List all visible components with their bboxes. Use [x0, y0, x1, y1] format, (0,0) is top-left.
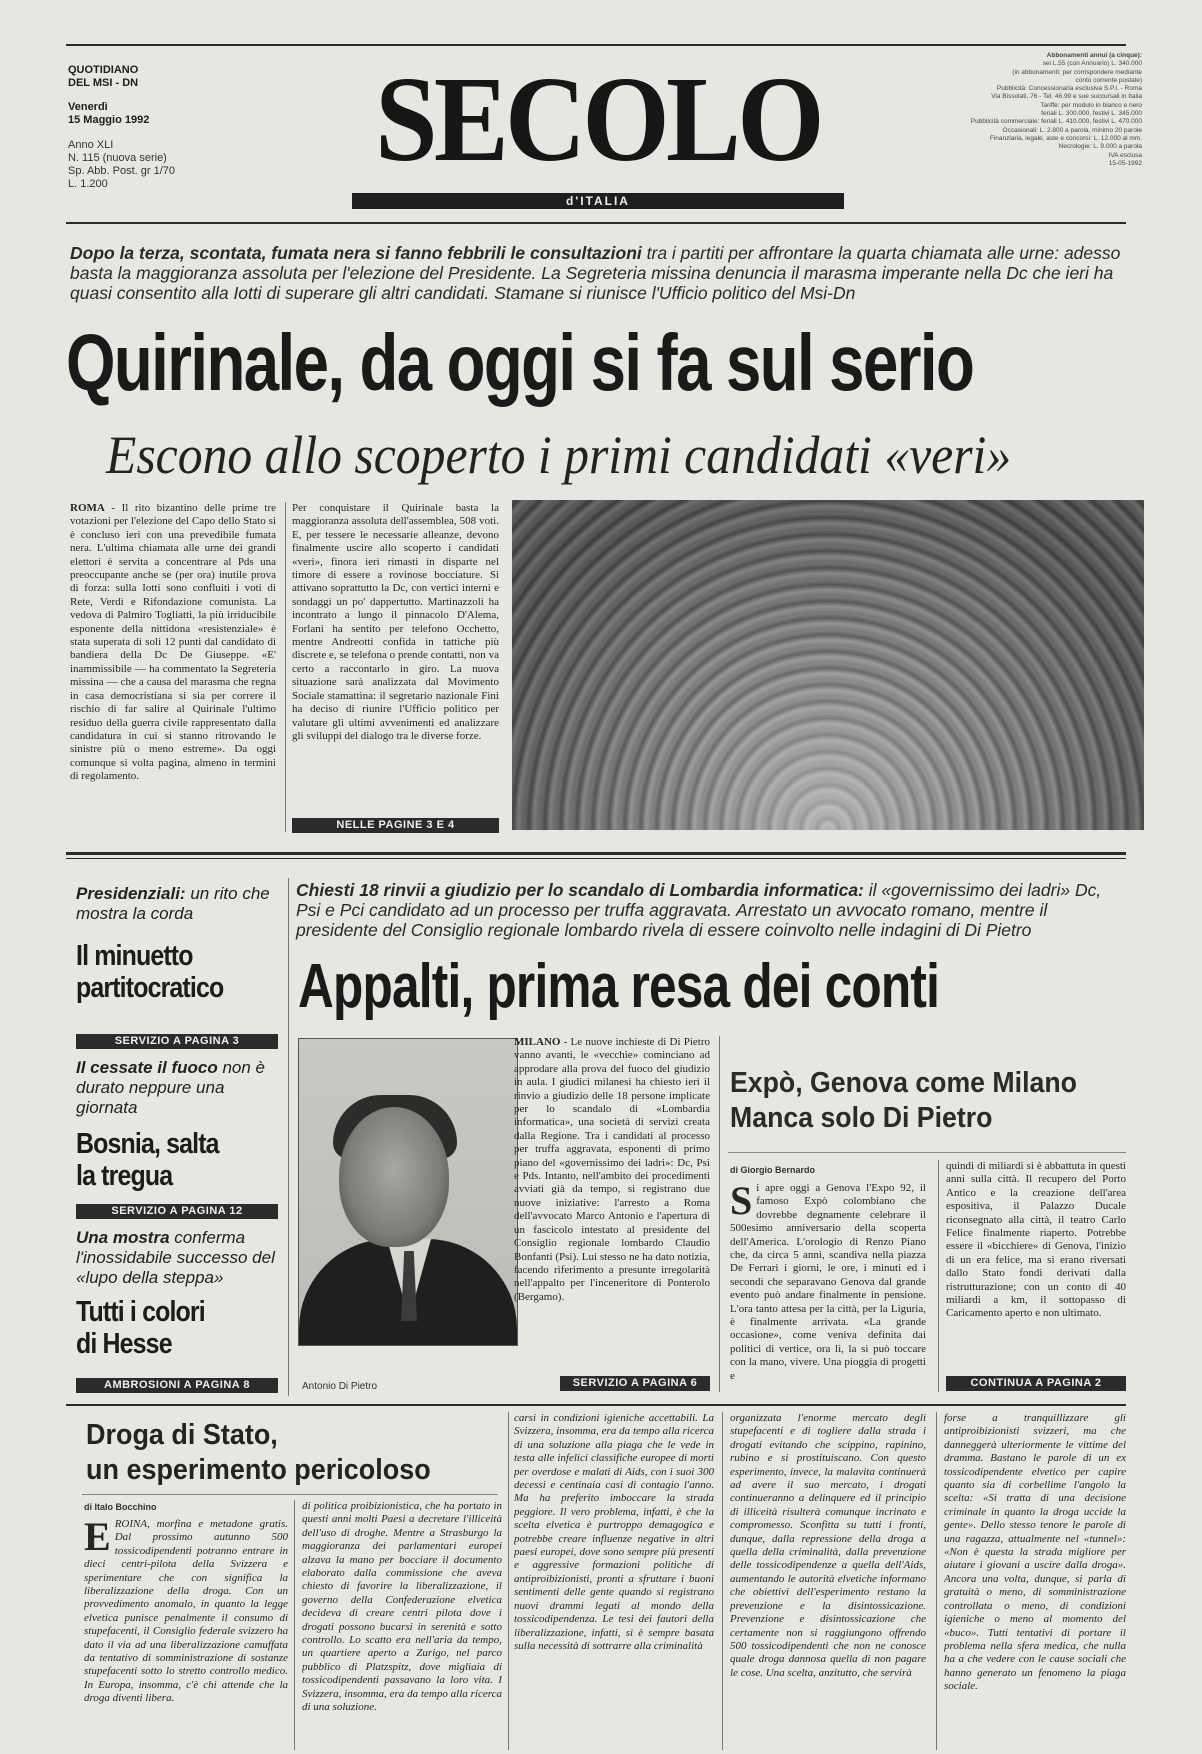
issue-info-line: N. 115 (nuova serie) — [68, 152, 167, 164]
lead-intro-text: tra i partiti per affrontare la quarta chiamata alle urne: adesso basta la maggioranza assoluta per l'elezione del Presidente. La Segreteria missina denuncia il marasma imperante nella Dc che ieri ha quasi consentito alla Iotti di superare gli altri candidati. Stamane si riunisce l'Ufficio politico del Msi-Dn — [70, 243, 1121, 303]
subscription-box — [922, 52, 1142, 168]
sidebar-kicker-bold: Una mostra — [76, 1228, 170, 1247]
lead-column-1 — [70, 502, 276, 830]
lead-intro-bold: Dopo la terza, scontata, fumata nera si fanno febbrili le consultazioni — [70, 243, 642, 263]
droga-column-2-text: di politica proibizionistica, che ha portato in questi anni molti Paesi a decretare l'illiceità dell'uso di droghe. Mentre a Strasburgo la maggioranza dei parlamentari europei alzava la mano per bocciare il documento elaborato dalla commissione che aveva chiesto di favorire la liberalizzazione, il governo della Confederazione elvetica decideva di creare centri pilota dove i drogati possono bucarsi in serenità e sotto controllo. Lo scatto era nell'aria da tempo, un quartiere aperto a Zurigo, nel parco pubblico di Platzspitz, dove migliaia di tossicodipendenti passavano la loro vita. I Svizzera, insomma, era da tempo alla ricerca di una soluzione. — [302, 1500, 502, 1714]
subscription-line: Pubblicità commerciale: feriali L. 410.000, festivi L. 470.000 — [970, 118, 1142, 126]
sidebar-item-bosnia — [76, 1058, 276, 1192]
sidebar-page-ref[interactable]: SERVIZIO A PAGINA 3 — [76, 1034, 278, 1049]
expo-column-1-text: i apre oggi a Genova l'Expo 92, il famoso Expò colombiano che dovrebbe degnamente celebrare il 500esimo anniversario della scoperta dell'America. L'orologio di Renzo Piano che, da circa 5 anni, scandiva nella piazza De Ferrari i giorni, le ore, i minuti ed i secondi che separavano Genova dal grande evento può andare finalmente in pensione. L'ora tanto attesa per la città, per la Liguria, è finalmente arrivata. «La grande occasione», come veniva definita dai politici di vertice, ora lì, la si può toccare con la mano, vivere. Una pioggia di progetti e — [730, 1182, 926, 1382]
appalti-intro-bold: Chiesti 18 rinvii a giudizio per lo scandalo di Lombardia informatica: — [296, 880, 864, 900]
appalti-dateline: MILANO — [514, 1036, 561, 1048]
issue-day: 15 Maggio 1992 — [68, 114, 150, 126]
di-pietro-photo — [298, 1038, 518, 1346]
masthead-rule — [66, 222, 1126, 224]
appalti-intro-text: il «governissimo dei ladri» Dc, Psi e Pci candidato ad un processo per truffa aggravata. Arrestato un avvocato romano, mentre il presidente del Consiglio regionale lombardo rivela di essere coinvolto nelle indagini di Di Pietro — [296, 880, 1102, 940]
issue-info-line: L. 1.200 — [68, 178, 108, 190]
droga-column-5-text: forse a tranquillizzare gli antiproibizionisti svizzeri, ma che danneggerà ulteriormente le vittime del dramma. Bastano le parole di un ex tossicodipendente elvetico per capire quanto sia di corbellime l'angolo la scelta: «Si tratta di una decisione criminale in quanto la droga uccide la gente». Dello stesso tenore le parole di una ragazza, attualmente nel «tunnel»: «Non è questa la strada migliore per aiutare i giovani a uscire dalla droga». Ancora una volta, dunque, si parla di gratuità o meno, di somministrazione controllata o meno, di condizioni igieniche o meno al momento del «buco». Tutti tentativi di portare il problema nella sfera medica, che nulla ha a che vedere con le cause sociali che hanno generato un fenomeno la piaga sociale. — [944, 1412, 1126, 1693]
droga-column-5 — [944, 1412, 1126, 1748]
parliament-photo — [512, 500, 1144, 830]
masthead-subtitle: d'ITALIA — [352, 193, 844, 209]
section-rule — [66, 1404, 1126, 1406]
expo-page-ref[interactable]: CONTINUA A PAGINA 2 — [946, 1376, 1126, 1391]
column-divider — [936, 1412, 937, 1750]
lead-column-2-text: Per conquistare il Quirinale basta la maggioranza assoluta dell'assemblea, 508 voti. E, per tessere le necessarie alleanze, devono finalmente uscire allo scoperto i candidati «veri», finora ieri rimasti in disparte nel timore di essere a rovinose bocciature. Si attivano soprattutto la Dc, con vertici interni e sondaggi un po' dappertutto. Martinazzoli ha incontrato a lungo il pinnacolo D'Alema, Forlani ha sentito per telefono Occhetto, mentre Andreotti confida in tattiche più discrete e, se telefona o prende contatti, non va certo a raccontarlo in giro. La nuova situazione sarà analizzata dal Movimento Sociale stamattina: il segretario nazionale Fini ha deciso di riunire l'Ufficio politico per valutare gli ultimi avvenimenti ed analizzare gli sviluppi del dialogo tra le diverse forze. — [292, 502, 499, 742]
lead-page-ref[interactable]: NELLE PAGINE 3 E 4 — [292, 818, 499, 833]
subscription-line: Finanziaria, legale, aste e concorsi: L. 12.000 al mm. — [989, 134, 1142, 142]
sidebar-page-ref[interactable]: SERVIZIO A PAGINA 12 — [76, 1204, 278, 1219]
issue-info-line: Sp. Abb. Post. gr 1/70 — [68, 165, 176, 177]
droga-column-1-text: ROINA, morfina e metadone gratis. Dal prossimo autunno 500 tossicodipendenti potranno entrare in dieci centri-pilota della Svizzera e sperimentare che con significa la liberalizzazione della droga. Con un provvedimento anomalo, in quanto la legge elvetica punisce penalmente il consumo di stupefacenti, il Consiglio federale svizzero ha dato il via ad una liberalizzazione camuffata da tentativo di somministrazione di sostanze stupefacenti sotto lo stretto controllo medico. In Europa, insomma, c'è chi attende che la droga diventi libera. — [84, 1518, 288, 1705]
subscription-line: Occasionali: L. 2.800 a parola, minimo 20 parole — [1002, 126, 1142, 134]
droga-headline-line: Droga di Stato, — [86, 1419, 278, 1451]
droga-rule — [82, 1494, 498, 1495]
sidebar-kicker-text: un rito che mostra la corda — [76, 884, 270, 923]
appalti-intro — [296, 880, 1126, 940]
column-divider — [722, 1412, 723, 1750]
paper-type — [68, 64, 138, 90]
droga-column-3 — [514, 1412, 714, 1748]
masthead-title: SECOLO — [375, 52, 821, 187]
lead-intro — [70, 243, 1130, 303]
subscription-line: (in abbonamenti: per corrispondere mediante — [1012, 68, 1142, 76]
column-divider — [294, 1500, 295, 1750]
sidebar-headline: Bosnia, salta — [76, 1128, 219, 1160]
subscription-line: Via Bissolati, 76 - Tel. 46.99 e sue succursali in Italia — [991, 93, 1142, 101]
lead-column-1-text: - Il rito bizantino delle prime tre votazioni per l'elezione del Capo dello Stato si è concluso ieri con una prevedibile fumata nera. L'ultima chiamata alle urne dei grandi elettori è servita a concentrare al Pds una preoccupante anche se (per ora) inutile prova di forza: sulla Iotti sono confluiti i voti di Rete, Verdi e Rifondazione comunista. La vedova di Palmiro Togliatti, la più irriducibile esponente della nittidona «resistenziale» è stata superata di soli 12 punti dal candidato di bandiera della Dc De Giuseppe. «E' inammissibile — ha commentato la Segreteria missina — che a causa del marasma che regna in casa democristiana si sia per correre il rischio di far salire al Quirinale l'ultimo residuo della guerra civile rappresentato dalla candidatura in cui si stanno ritrovando le sinistre più o meno estreme». Da oggi comunque si volta pagina, almeno in termini di regolamento. — [70, 502, 276, 783]
issue-info-line: Anno XLI — [68, 139, 114, 151]
expo-byline: di Giorgio Bernardo — [730, 1165, 816, 1175]
issue-weekday: Venerdì — [68, 101, 108, 113]
subscription-line: 15-05-1992 — [1108, 159, 1142, 167]
sidebar-kicker — [76, 1228, 276, 1288]
section-rule — [66, 852, 1126, 855]
droga-dropcap: E — [84, 1518, 111, 1559]
droga-headline-line: un esperimento pericoloso — [86, 1454, 431, 1486]
column-divider — [285, 502, 286, 832]
subscription-line: sei L.55 (con Annuario) L. 340.000 — [1042, 60, 1142, 68]
subscription-line: Tariffe: per modulo in bianco e nero — [1040, 101, 1142, 109]
sidebar-kicker-bold: Presidenziali: — [76, 884, 186, 903]
sidebar-headline: Il minuetto — [76, 940, 193, 972]
sidebar-kicker — [76, 884, 276, 924]
expo-dropcap: S — [730, 1182, 753, 1223]
expo-column-2 — [946, 1160, 1126, 1370]
column-divider — [719, 1036, 720, 1392]
sidebar-page-ref[interactable]: AMBROSIONI A PAGINA 8 — [76, 1378, 278, 1393]
expo-column-2-text: quindi di miliardi si è abbattuta in questi anni sulla città. Il recupero del Porto Antico e la creazione dell'area espositiva, il Palazzo Ducale riconsegnato alla città, il teatro Carlo Felice finalmente riaperto. Potrebbe essere il «bicchiere» di Genova, l'inizio di un era felice, ma si erano riversati dallo Stato fondi derivati dalla ristrutturazione; con un conto di 40 miliardi a km, il sottopasso di Caricamento aperto e non ultimato. — [946, 1160, 1126, 1320]
lead-dateline: ROMA — [70, 502, 105, 514]
subscription-line: conto corrente postale) — [1075, 76, 1142, 84]
sidebar-kicker-text: non è durato neppure una giornata — [76, 1058, 266, 1117]
sidebar-headline: partitocratico — [76, 972, 224, 1004]
droga-headline — [86, 1418, 477, 1488]
photo-caption: Antonio Di Pietro — [302, 1381, 378, 1392]
appalti-column — [514, 1036, 710, 1372]
droga-byline: di Italo Bocchino — [84, 1502, 157, 1512]
sidebar-item-presidenziali — [76, 884, 276, 1004]
expo-headline-line: Manca solo Di Pietro — [730, 1102, 993, 1134]
lead-column-2 — [292, 502, 499, 812]
droga-column-4-text: organizzata l'enorme mercato degli stupefacenti e di togliere dalla strada i drogati evitando che scippino, rapinino, rubino e si prostituiscano. Con questo esperimento, invece, la malavita continuerà ad avere il suo mercato, i drogati continueranno a delinquere ed il principio di illiceità risulterà comunque incrinato e compromesso. Sconfitta su tutti i fronti, dunque, dalla repressione della droga a quella della criminalità, dalla prevenzione delle tossicodipendenze a quella dell'Aids, aumentando le autorità elvetiche informano che obiettivi dell'esperimento restano la prevenzione e la disintossicazione. Prevenzione e disintossicazione che certamente non si raggiungono offrendo 500 tossicodipendenti che non ne conosce quale droga dannosa quella di non pagare le cose. Una scelta, anzitutto, che servirà — [730, 1412, 926, 1679]
sidebar-kicker-bold: Il cessate il fuoco — [76, 1058, 218, 1077]
expo-headline-line: Expò, Genova come Milano — [730, 1067, 1077, 1099]
subscription-line: IVA esclusa — [1108, 151, 1142, 159]
column-divider — [508, 1412, 509, 1750]
appalti-headline: Appalti, prima resa dei conti — [298, 952, 940, 1021]
sidebar-kicker — [76, 1058, 276, 1118]
column-divider — [938, 1160, 939, 1392]
subscription-heading: Abbonamenti annui (a cinque): — [1046, 52, 1142, 59]
issue-info — [68, 139, 175, 191]
issue-date — [68, 101, 149, 127]
subscription-line: Necrologie: L. 9.000 a parola — [1058, 143, 1142, 151]
sidebar-headline: la tregua — [76, 1160, 173, 1192]
droga-column-4 — [730, 1412, 926, 1748]
expo-column-1 — [730, 1182, 926, 1392]
expo-headline — [730, 1066, 1153, 1136]
sidebar-item-hesse — [76, 1228, 276, 1360]
section-rule-thin — [66, 858, 1126, 859]
paper-type-line: QUOTIDIANO — [68, 64, 139, 76]
sidebar-headline: di Hesse — [76, 1328, 172, 1360]
top-rule — [66, 44, 1126, 46]
paper-type-line: DEL MSI - DN — [68, 77, 139, 89]
expo-rule — [728, 1152, 1126, 1153]
lead-subhead: Escono allo scoperto i primi candidati «veri» — [106, 425, 1012, 485]
sidebar-headline: Tutti i colori — [76, 1296, 205, 1328]
subscription-line: Pubblicità: Concessionaria esclusiva S.P.I. - Roma — [996, 85, 1142, 93]
sidebar-divider — [288, 878, 289, 1396]
sidebar-kicker-text: conferma l'inossidabile successo del «lupo della steppa» — [76, 1228, 275, 1287]
appalti-column-text: - Le nuove inchieste di Di Pietro vanno avanti, le «vecchie» cominciano ad approdare alla prova del fuoco del giudizio in aula. I giudici milanesi ha chiesto ieri il rinvio a giudizio delle 18 persone implicate per lo scandalo di «Lombardia informatica», una società di servizi creata dalla Regione. Tra i candidati al processo per truffa aggravata, esponenti di primo piano del «governissimo dei ladri»: Dc, Psi e Pds. Intanto, nell'ambito dei procedimenti avviati già da tempo, si registrano due nuove iniziative: l'arresto a Roma dell'avvocato Marco Antonio e l'apertura di un fascicolo intestato al presidente del Consiglio regionale lombardo Claudio Bonfanti (Psi). Lui stesso ne ha dato notizia, facendo riferimento a presunte irregolarità nell'appalto per l'inceneritore di Ponterolo (Bergamo). — [514, 1036, 710, 1303]
appalti-page-ref[interactable]: SERVIZIO A PAGINA 6 — [560, 1376, 710, 1391]
droga-column-3-text: carsi in condizioni igieniche accettabili. La Svizzera, insomma, era da tempo alla ricerca di una soluzione alla piaga che le vede in testa alle infelici classifiche europee di morti per overdose e malati di Aids, con i suoi 300 decessi e centinaia casi di contagio l'anno. Ma ha preferito imboccare la strada peggiore. Il vero problema, infatti, è che la scelta elvetica è purtroppo demagogica e potrebbe creare influenze negative in altri paesi europei, dove sono sempre più presenti e aggressive formazioni politiche di antiproibizionisti, pronti a sfruttare i buoni sentimenti delle gente quando si registrano nuovi drammi legati al mondo della tossicodipendenza. Le tesi dei fautori della liberalizzazione, infatti, si è sempre basata sulla necessità di sottrarre alla criminalità — [514, 1412, 714, 1652]
droga-column-2 — [302, 1500, 502, 1748]
photo-face — [339, 1107, 449, 1247]
droga-column-1 — [84, 1518, 288, 1748]
lead-headline: Quirinale, da oggi si fa sul serio — [66, 318, 974, 407]
subscription-line: feriali L. 300.000, festivi L. 345.000 — [1041, 110, 1142, 118]
